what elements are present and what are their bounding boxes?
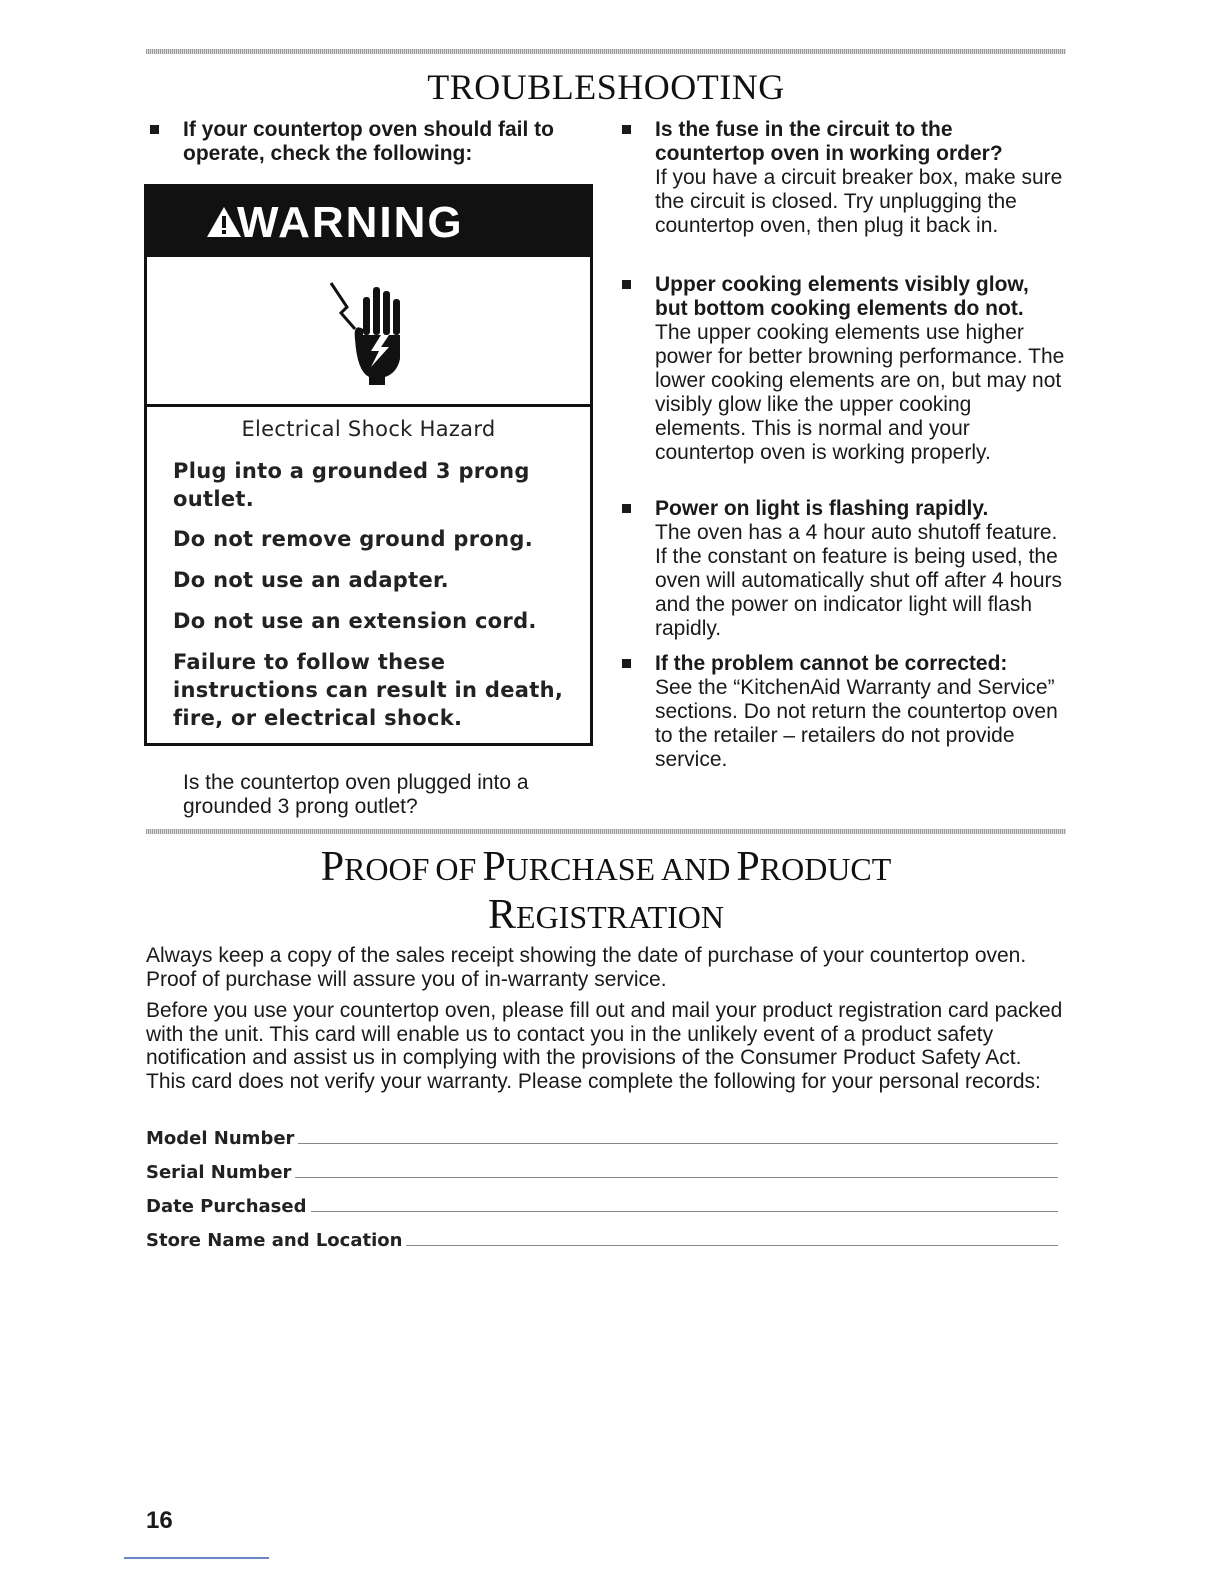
bullet-square-icon (150, 125, 159, 134)
registration-paragraph: Before you use your countertop oven, please fill out and mail your product registration card packed with the unit. This card will enable us to contact you in the unlikely event of a product safety notification and assist us in complying with the provisions of the Consumer Product Safety Act. This card does not verify your warranty. Please complete the following for your personal records: (146, 999, 1063, 1093)
model-number-field (146, 1123, 1058, 1149)
field-label: Serial Number (146, 1162, 292, 1183)
plugged-in-question: Is the countertop oven plugged into a grounded 3 prong outlet? (183, 771, 529, 818)
item-body: The upper cooking elements use higher power for better browning performance. The lower cooking elements are on, but may not visibly glow like the upper cooking elements. This is normal and your countertop oven is working properly. (655, 321, 1065, 464)
item-heading: Power on light is flashing rapidly. (655, 497, 989, 520)
warning-label: WARNING (237, 198, 464, 247)
item-heading: Is the fuse in the circuit to the countertop oven in working order? (655, 118, 1003, 165)
fill-in-line (298, 1142, 1058, 1144)
warning-line: Do not remove ground prong. (173, 527, 533, 551)
item-body: See the “KitchenAid Warranty and Service” sections. Do not return the countertop oven to the retailer – retailers do not provide service. (655, 676, 1058, 771)
field-label: Model Number (146, 1128, 295, 1149)
item-body: If you have a circuit breaker box, make sure the circuit is closed. Try unplugging the countertop oven, then plug it back in. (655, 166, 1063, 237)
troubleshooting-item-elements (655, 273, 1065, 465)
item-heading: If the problem cannot be corrected: (655, 652, 1008, 675)
proof-title-line1: PROOF OF PURCHASE AND PRODUCT (320, 844, 892, 890)
intro-bullet-text: If your countertop oven should fail to operate, check the following: (183, 118, 554, 165)
warning-header (147, 187, 590, 257)
serial-number-field (146, 1157, 1058, 1183)
warning-box (144, 184, 593, 746)
bullet-square-icon (622, 280, 631, 289)
troubleshooting-title: TROUBLESHOOTING (427, 67, 785, 107)
receipt-paragraph: Always keep a copy of the sales receipt showing the date of purchase of your countertop oven. Proof of purchase will assure you of in-warranty service. (146, 944, 1027, 991)
top-divider (146, 49, 1066, 54)
bullet-square-icon (622, 504, 631, 513)
electrical-shock-hand-icon (327, 277, 417, 387)
item-heading: Upper cooking elements visibly glow, but bottom cooking elements do not. (655, 273, 1029, 320)
fill-in-line (311, 1210, 1059, 1212)
troubleshooting-item-power-light (655, 497, 1065, 641)
bullet-square-icon (622, 659, 631, 668)
bullet-square-icon (622, 125, 631, 134)
page-number: 16 (146, 1507, 173, 1534)
warning-line: Do not use an adapter. (173, 568, 449, 592)
item-body: The oven has a 4 hour auto shutoff feature. If the constant on feature is being used, the oven will automatically shut off after 4 hours and the power on indicator light will flash rapidly. (655, 521, 1062, 640)
store-location-field (146, 1225, 1058, 1251)
bottom-edge-line (124, 1557, 269, 1559)
warning-line: Do not use an extension cord. (173, 609, 537, 633)
proof-title-line2: REGISTRATION (488, 892, 724, 938)
hazard-icon-area (147, 257, 590, 407)
intro-bullet (183, 118, 593, 166)
warning-line: Plug into a grounded 3 prong outlet. (173, 459, 530, 511)
warning-line: Failure to follow these instructions can result in death, fire, or electrical shock. (173, 650, 564, 730)
field-label: Date Purchased (146, 1196, 307, 1217)
hazard-title: Electrical Shock Hazard (241, 417, 496, 441)
date-purchased-field (146, 1191, 1058, 1217)
troubleshooting-item-not-corrected (655, 652, 1065, 772)
field-label: Store Name and Location (146, 1230, 403, 1251)
troubleshooting-item-fuse (655, 118, 1065, 238)
fill-in-line (406, 1244, 1058, 1246)
middle-divider (146, 829, 1066, 834)
fill-in-line (295, 1176, 1058, 1178)
